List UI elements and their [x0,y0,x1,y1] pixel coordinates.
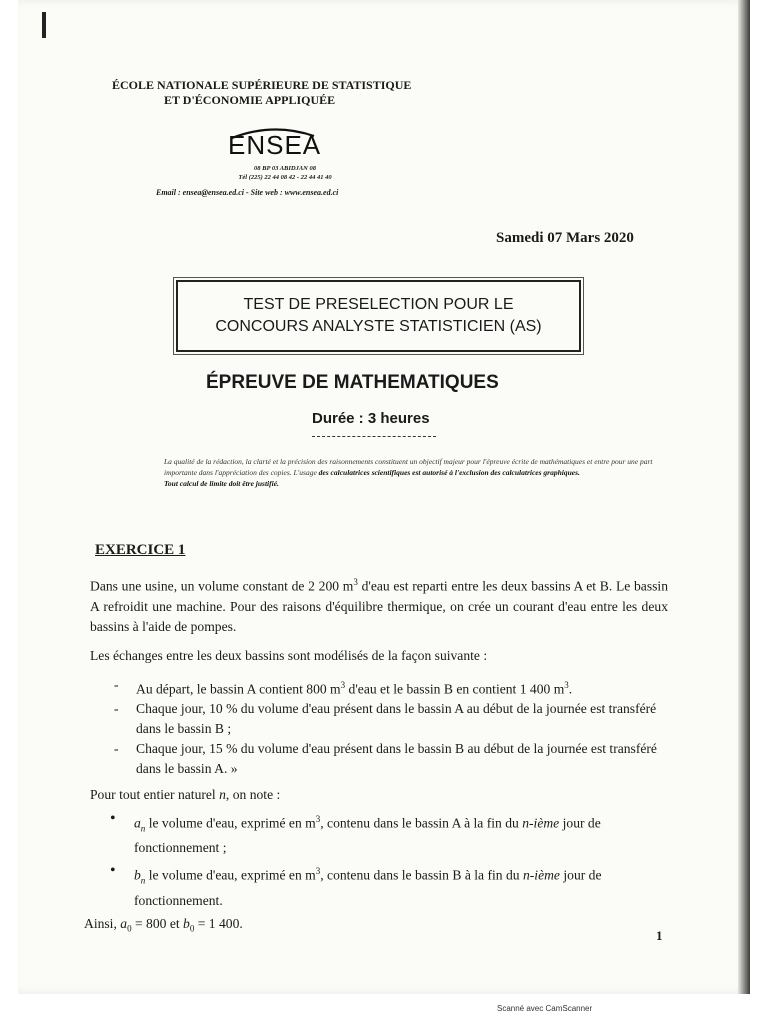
scanner-watermark: Scanné avec CamScanner [497,1004,593,1013]
notation-intro: Pour tout entier naturel n, on note : [90,787,281,803]
address-line2: Tél (225) 22 44 08 42 - 22 44 41 40 [238,174,332,181]
instructions [164,456,658,489]
address-line1: 08 BP 03 ABIDJAN 08 [254,165,316,172]
exam-date: Samedi 07 Mars 2020 [496,230,634,246]
exam-subject: ÉPREUVE DE MATHEMATIQUES [206,372,499,393]
exchanges-intro: Les échanges entre les deux bassins sont modélisés de la façon suivante : [90,647,488,663]
exchange-list [90,675,668,780]
page-number: 1 [656,928,663,943]
list-item: • $a_n$ le volume d'eau, exprimé en $m^3$, contenu dans le bassin A à la fin du n-ième jour de fonctionnement ; [104,809,668,858]
instructions-bold1: des calculatrices scientifiques est autorisé à l'exclusion des calculatrices graphiques. [318,468,580,477]
school-name-line2: ET D'ÉCONOMIE APPLIQUÉE [164,93,336,107]
instructions-normal: La qualité de la rédaction, la clarté et la précision des raisonnements constituent un objectif majeur pour l'épreuve écrite de mathématiques et entre pour une part importante dans l'appréciation des copies. L'usage [164,457,653,477]
title-line1: TEST DE PRESELECTION POUR LE [243,296,514,313]
list-item: - Chaque jour, 15 % du volume d'eau présent dans le bassin B au début de la journée est transféré dans le bassin A. » [114,739,668,779]
logo-text: ENSEA [228,130,322,160]
exercise-body [84,572,668,947]
school-email: Email : ensea@ensea.ed.ci - Site web : www.ensea.ed.ci [156,188,339,197]
school-name-line1: ÉCOLE NATIONALE SUPÉRIEURE DE STATISTIQUE [112,78,412,92]
exercise-title: EXERCICE 1 [95,542,186,558]
school-address [235,164,335,182]
exercise-intro: Dans une usine, un volume constant de 2 200 $m^3$ d'eau est reparti entre les deux bassins A et B. Le bassin A refroidit une machine. Pour des raisons d'équilibre thermique, on crée un courant d'eau entre les deux bassins à l'aide de pompes. [90,577,668,634]
title-line2: CONCOURS ANALYSTE STATISTICIEN (AS) [215,318,542,335]
page-edge-shadow [738,0,750,994]
exam-duration: Durée : 3 heures [312,410,430,427]
title-box [176,280,581,352]
list-item: • $b_n$ le volume d'eau, exprimé en $m^3$, contenu dans le bassin B à la fin du n-ième jour de fonctionnement. [104,861,668,910]
list-item: - Au départ, le bassin A contient 800 $m^3$ d'eau et le bassin B en contient 1 400 $m^3$. [114,675,668,700]
corner-mark [42,12,46,38]
school-name [112,78,411,108]
initial-values: Ainsi, $a_0 = 800$ et $b_0 = 1$ 400. [84,915,243,934]
instructions-bold2: Tout calcul de limite doit être justifié. [164,479,279,488]
list-item: - Chaque jour, 10 % du volume d'eau présent dans le bassin A au début de la journée est transféré dans le bassin B ; [114,699,668,739]
notation-list [90,809,668,911]
dashed-divider [312,436,436,437]
